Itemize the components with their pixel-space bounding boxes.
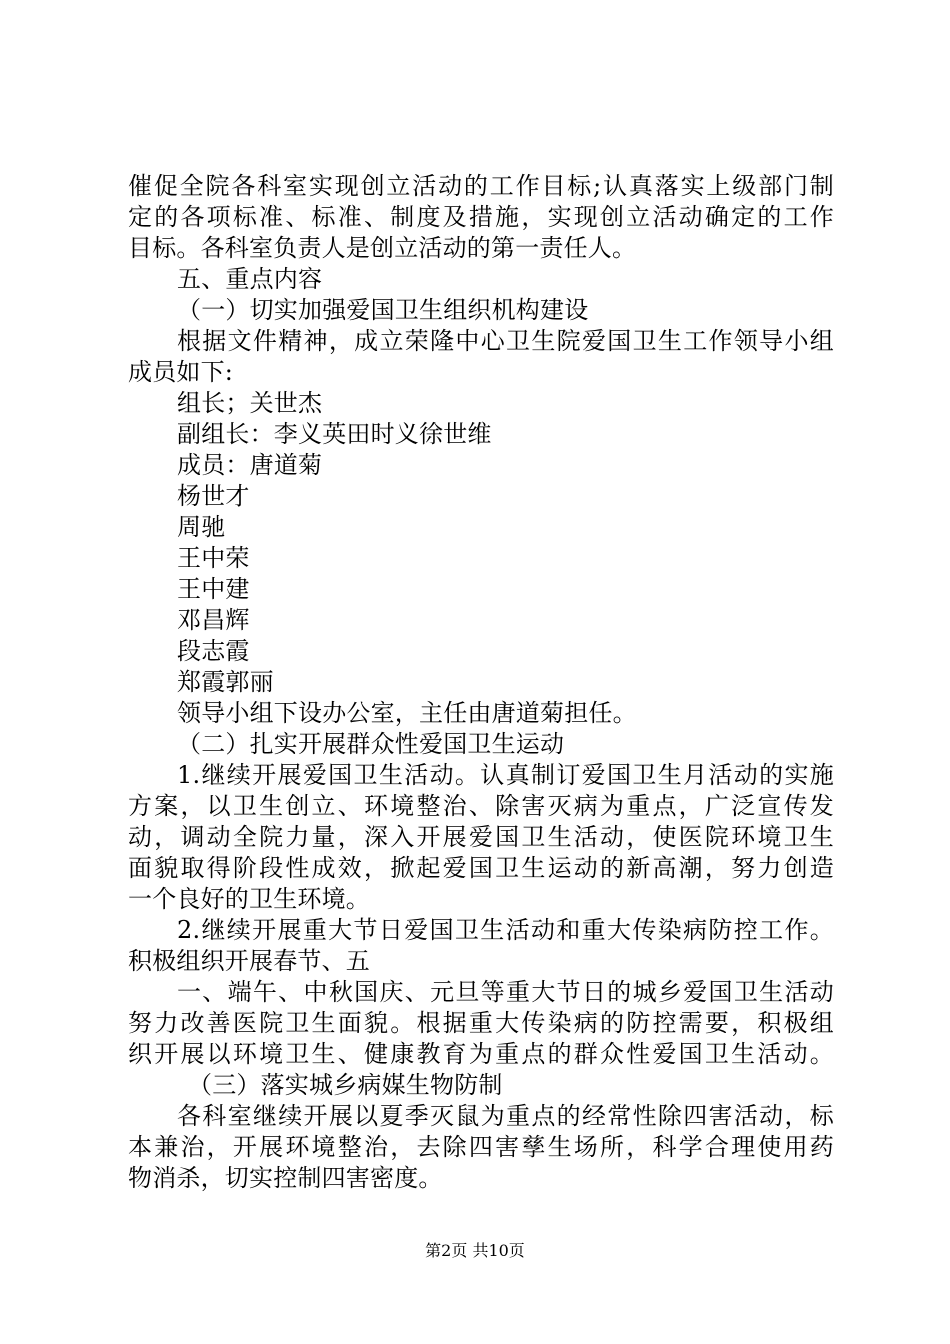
paragraph-line: 定的各项标准、标准、制度及措施，实现创立活动确定的工作 [128,203,834,231]
paragraph-line: 面貌取得阶段性成效，掀起爱国卫生运动的新高潮，努力创造 [128,854,834,882]
paragraph-line: 本兼治，开展环境整治，去除四害孳生场所，科学合理使用药 [128,1133,834,1161]
paragraph-line: 成员如下: [128,358,234,386]
paragraph-line: 2.继续开展重大节日爱国卫生活动和重大传染病防控工作。 [177,916,834,944]
paragraph-line: 努力改善医院卫生面貌。根据重大传染病的防控需要，积极组 [128,1009,834,1037]
paragraph-line: 一个良好的卫生环境。 [128,885,370,913]
page-number-footer: 第2页 共10页 [425,1241,525,1260]
document-body [128,171,834,1194]
paragraph-line: 目标。各科室负责人是创立活动的第一责任人。 [128,234,637,262]
paragraph-line: 物消杀，切实控制四害密度。 [128,1164,443,1192]
paragraph-line: 根据文件精神，成立荣隆中心卫生院爱国卫生工作领导小组 [177,327,834,355]
member-line: 段志霞 [177,637,250,665]
subsection-heading: （三）落实城乡病媒生物防制 [188,1071,503,1099]
member-line: 副组长：李义英田时义徐世维 [177,420,492,448]
member-line: 周驰 [177,513,226,541]
paragraph-line: 各科室继续开展以夏季灭鼠为重点的经常性除四害活动，标 [177,1102,834,1130]
member-line: 王中建 [177,575,250,603]
paragraph-line: 一、端午、中秋国庆、元旦等重大节日的城乡爱国卫生活动 [177,978,834,1006]
member-line: 组长；关世杰 [177,389,323,417]
member-line: 成员：唐道菊 [177,451,323,479]
paragraph-line: 催促全院各科室实现创立活动的工作目标;认真落实上级部门制 [128,172,834,200]
member-line: 王中荣 [177,544,250,572]
member-line: 杨世才 [177,482,250,510]
subsection-heading: （二）扎实开展群众性爱国卫生运动 [177,730,565,758]
section-heading: 五、重点内容 [177,265,323,293]
paragraph-line: 织开展以环境卫生、健康教育为重点的群众性爱国卫生活动。 [128,1040,834,1068]
member-line: 郑霞郭丽 [177,668,274,696]
subsection-heading: （一）切实加强爱国卫生组织机构建设 [177,296,589,324]
member-line: 邓昌辉 [177,606,250,634]
paragraph-line: 方案，以卫生创立、环境整治、除害灭病为重点，广泛宣传发 [128,792,834,820]
paragraph-line: 动，调动全院力量，深入开展爱国卫生活动，使医院环境卫生 [128,823,834,851]
paragraph-line: 领导小组下设办公室，主任由唐道菊担任。 [177,699,637,727]
paragraph-line: 1.继续开展爱国卫生活动。认真制订爱国卫生月活动的实施 [177,761,834,789]
paragraph-line: 积极组织开展春节、五 [128,947,370,975]
